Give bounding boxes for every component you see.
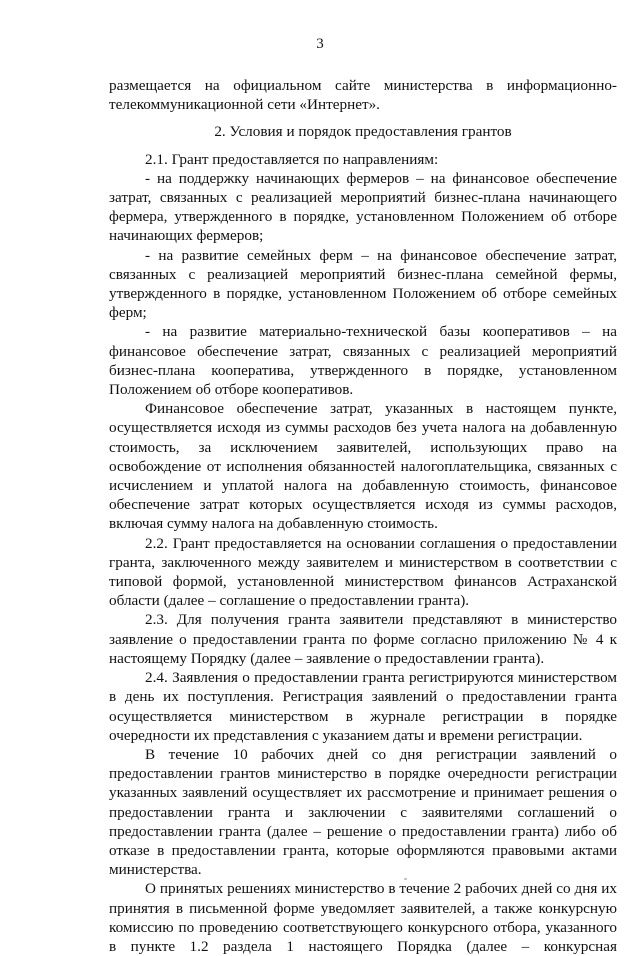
paragraph-2-3: 2.3. Для получения гранта заявители представляют в министерство заявление о предоставлении гранта по форме согласно приложению № 4 к настоящему Порядку (далее – заявление о предоставлении гранта). xyxy=(109,611,617,667)
list-item-cooperatives: - на развитие материально-технической базы кооперативов – на финансовое обеспечение затрат, связанных с реализацией мероприятий бизнес-плана кооператива, утвержденного в порядке, установленном Положением об отборе кооперативов. xyxy=(109,323,617,399)
page-number: 3 xyxy=(316,36,324,52)
paragraph-2-1: 2.1. Грант предоставляется по направлениям: xyxy=(145,150,439,168)
list-item-beginning-farmers: - на поддержку начинающих фермеров – на финансовое обеспечение затрат, связанных с реализацией мероприятий бизнес-плана начинающего фермера, утвержденного в порядке, установленном Положением об отборе начинающих фермеров; xyxy=(109,169,617,245)
continuation-paragraph: размещается на официальном сайте министерства в информационно-телекоммуникационной сети «Интернет». xyxy=(109,77,617,114)
section-heading: 2. Условия и порядок предоставления грантов xyxy=(214,123,512,141)
list-item-family-farms: - на развитие семейных ферм – на финансовое обеспечение затрат, связанных с реализацией мероприятий бизнес-плана семейной фермы, утвержденного в порядке, установленном Положением об отборе семейных ферм; xyxy=(109,246,617,322)
scan-speck xyxy=(404,878,407,880)
paragraph-2-2: 2.2. Грант предоставляется на основании соглашения о предоставлении гранта, заключенного между заявителем и министерством в соответствии с типовой формой, установленной министерством финансов Астраханской области (далее – соглашение о предоставлении гранта). xyxy=(109,534,617,610)
paragraph-notification: О принятых решениях министерство в течение 2 рабочих дней со дня их принятия в письменной форме уведомляет заявителей, а также конкурсную комиссию по проведению соответствующего конкурсного отбора, указанного в пункте 1.2 раздела 1 настоящего Порядка (далее – конкурсная xyxy=(109,880,617,955)
paragraph-review-period: В течение 10 рабочих дней со дня регистрации заявлений о предоставлении грантов министерство в порядке очередности регистрации указанных заявлений осуществляет их рассмотрение и принимает решения о предоставлении гранта и заключении с заявителями соглашений о предоставлении гранта (далее – решение о предоставлении гранта) либо об отказе в предоставлении гранта, которые оформляются правовыми актами министерства. xyxy=(109,745,617,879)
document-body xyxy=(109,76,617,956)
paragraph-2-4: 2.4. Заявления о предоставлении гранта регистрируются министерством в день их поступления. Регистрация заявлений о предоставлении гранта осуществляется министерством в журнале регистрации в порядке очередности их представления с указанием даты и времени регистрации. xyxy=(109,669,617,744)
paragraph-financing: Финансовое обеспечение затрат, указанных в настоящем пункте, осуществляется исходя из суммы расходов без учета налога на добавленную стоимость, за исключением заявителей, использующих право на освобождение от исполнения обязанностей налогоплательщика, связанных с исчислением и уплатой налога на добавленную стоимость, финансовое обеспечение затрат которых осуществляется исходя из суммы расходов, включая сумму налога на добавленную стоимость. xyxy=(109,400,617,533)
